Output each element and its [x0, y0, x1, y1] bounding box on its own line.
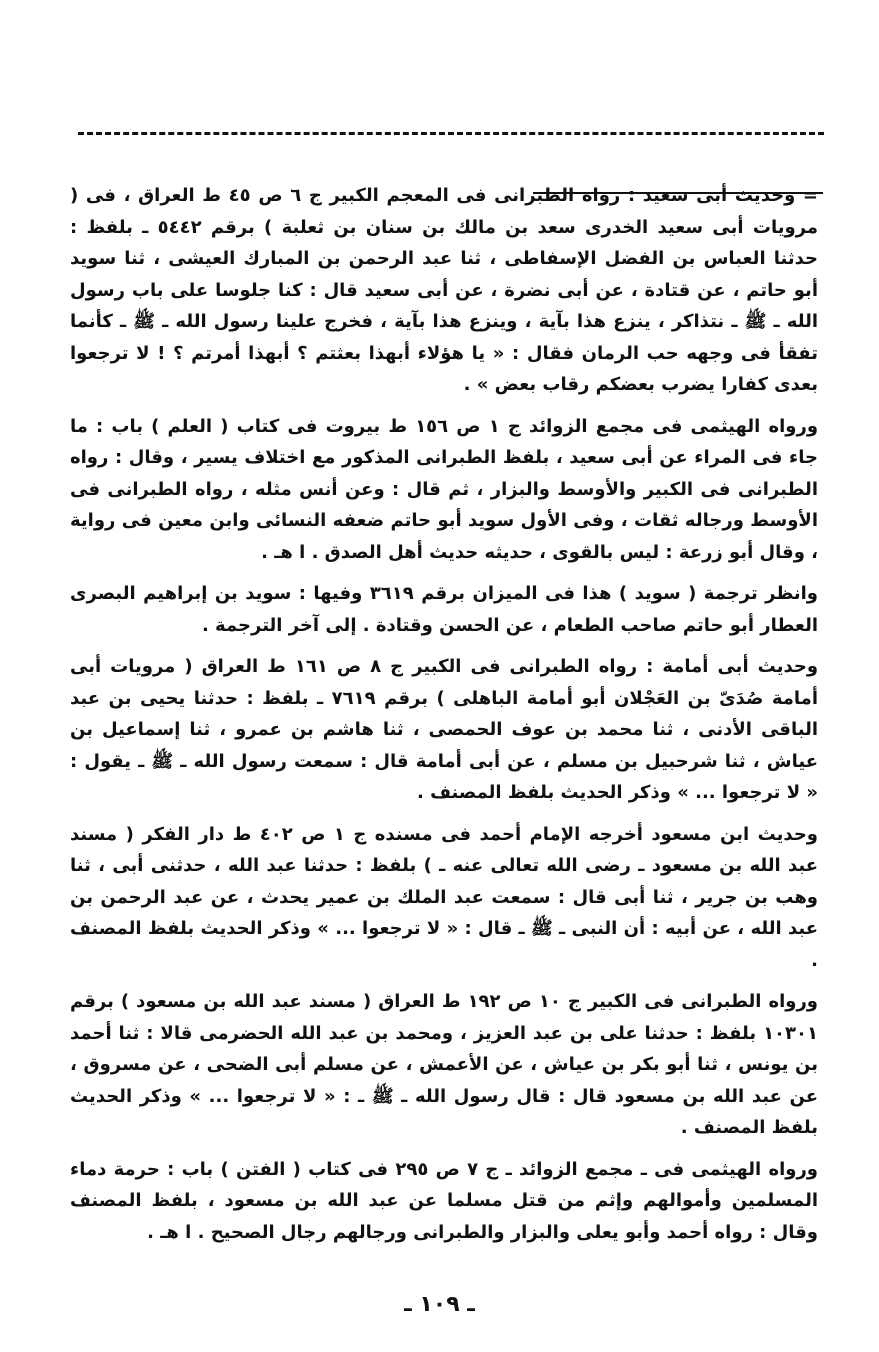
page-number: ـ ١٠٩ ـ: [404, 1292, 475, 1317]
paragraph-abi-umama: وحديث أبى أمامة : رواه الطبرانى فى الكبير ج ٨ ص ١٦١ ط العراق ( مرويات أبى أمامة صُدَىّ بن العَجْلان أبو أمامة الباهلى ) برقم ٧٦١٩ ـ بلفظ : حدثنا يحيى بن عبد الباقى الأدنى ، ثنا محمد بن عوف الحمصى ، ثنا هاشم بن عمرو ، ثنا إسماعيل بن عياش ، ثنا شرحبيل بن مسلم ، عن أبى أمامة قال : سمعت رسول الله ـ ﷺ ـ يقول : « لا ترجعوا ... » وذكر الحديث بلفظ المصنف .: [70, 656, 819, 803]
dashed-divider: [78, 132, 824, 135]
paragraph-haythami-2: ورواه الهيثمى فى ـ مجمع الزوائد ـ ج ٧ ص ٢٩٥ فى كتاب ( الفتن ) باب : حرمة دماء المسلمين وأموالهم وإثم من قتل مسلما عن عبد الله بن مسعود ، بلفظ المصنف وقال : رواه أحمد وأبو يعلى والبزار والطبرانى ورجالهم رجال الصحيح . ا هـ .: [70, 1158, 818, 1243]
paragraph-abi-said: = وحديث أبى سعيد : رواه الطبرانى فى المعجم الكبير ج ٦ ص ٤٥ ط العراق ، فى ( مرويات أبى سعيد الخدرى سعد بن مالك بن سنان بن ثعلبة ) برقم ٥٤٤٢ ـ بلفظ : حدثنا العباس بن الفضل الإسفاطى ، ثنا عبد الرحمن بن المبارك العيشى ، ثنا سويد أبو حاتم ، عن قتادة ، عن أبى نضرة ، عن أبى سعيد قال : كنا جلوسا على باب رسول الله ـ ﷺ ـ نتذاكر ، ينزع هذا بآية ، وينزع هذا بآية ، فخرج علينا رسول الله ـ ﷺ ـ كأنما تفقأ فى وجهه حب الرمان فقال : « يا هؤلاء أبهذا بعثتم ؟ أبهذا أمرتم ؟ ! لا ترجعوا بعدى كفارا يضرب بعضكم رقاب بعض » .: [70, 185, 819, 395]
paragraph-ibn-masud-ahmad: وحديث ابن مسعود أخرجه الإمام أحمد فى مسنده ج ١ ص ٤٠٢ ط دار الفكر ( مسند عبد الله بن مسعود ـ رضى الله تعالى عنه ـ ) بلفظ : حدثنا عبد الله ، حدثنى أبى ، ثنا وهب بن جرير ، ثنا أبى قال : سمعت عبد الملك بن عمير يحدث ، عن عبد الرحمن بن عبد الله ، عن أبيه : أن النبى ـ ﷺ ـ قال : « لا ترجعوا ... » وذكر الحديث بلفظ المصنف .: [70, 823, 818, 971]
footnote-text-block: [70, 180, 818, 1258]
paragraph-suwayd: وانظر ترجمة ( سويد ) هذا فى الميزان برقم ٣٦١٩ وفيها : سويد بن إبراهيم البصرى العطار أبو حاتم صاحب الطعام ، عن الحسن وقتادة . إلى آخر الترجمة .: [70, 583, 818, 636]
paragraph-haythami-1: ورواه الهيثمى فى مجمع الزوائد ج ١ ص ١٥٦ ط بيروت فى كتاب ( العلم ) باب : ما جاء فى المراء عن أبى سعيد ، بلفظ الطبرانى المذكور مع اختلاف يسير ، وقال : رواه الطبرانى فى الكبير والأوسط والبزار ، ثم قال : وعن أنس مثله ، رواه الطبرانى فى الأوسط ورجاله ثقات ، وفى الأول سويد أبو حاتم ضعفه النسائى وابن معين فى رواية ، وقال أبو زرعة : ليس بالقوى ، حديثه حديث أهل الصدق . ا هـ .: [70, 415, 819, 563]
paragraph-tabarani-ibn-masud: ورواه الطبرانى فى الكبير ج ١٠ ص ١٩٢ ط العراق ( مسند عبد الله بن مسعود ) برقم ١٠٣٠١ بلفظ : حدثنا على بن عبد العزيز ، ومحمد بن عبد الله الحضرمى قالا : ثنا أحمد بن يونس ، ثنا أبو بكر بن عياش ، عن الأعمش ، عن مسلم أبى الضحى ، عن مسروق ، عن عبد الله بن مسعود قال : قال رسول الله ـ ﷺ ـ : « لا ترجعوا ... » وذكر الحديث بلفظ المصنف .: [70, 991, 818, 1138]
